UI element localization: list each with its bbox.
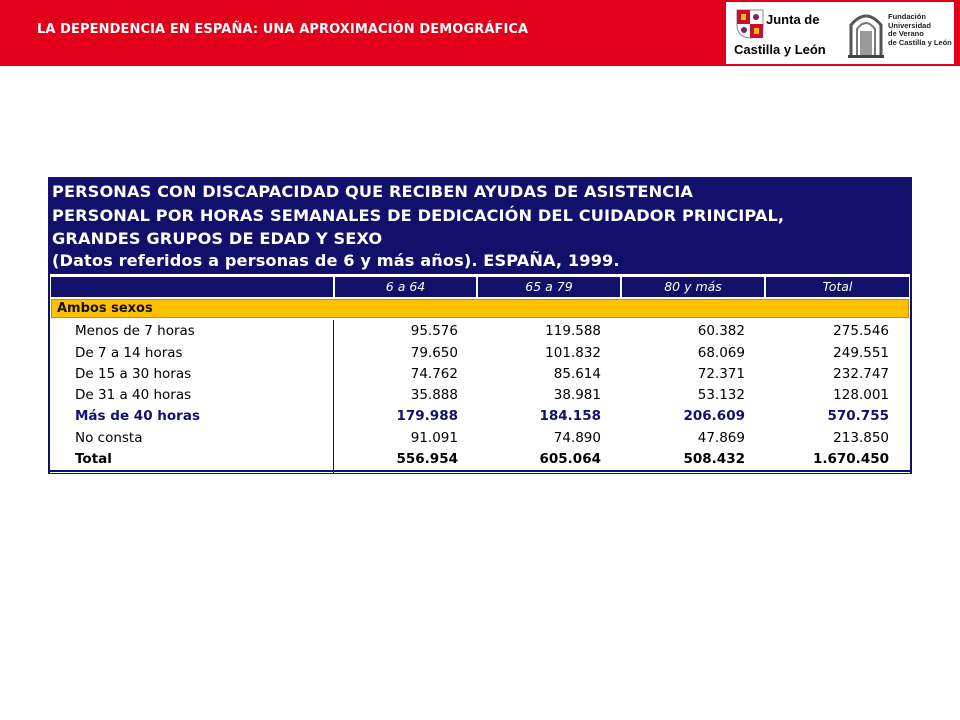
row-label: De 15 a 30 horas: [75, 366, 192, 382]
cell-value: 72.371: [697, 366, 745, 382]
junta-castilla-leon-logo: [732, 5, 828, 61]
table-row-highlight: [48, 406, 912, 427]
cell-value: 95.576: [410, 323, 458, 339]
cell-value: 74.762: [410, 366, 458, 382]
table-border-right: [910, 274, 912, 474]
cell-value: 249.551: [833, 345, 889, 361]
column-divider: [333, 320, 334, 474]
cell-value: 101.832: [545, 345, 601, 361]
cell-value: 605.064: [539, 451, 601, 467]
table-row-total: [48, 449, 912, 470]
row-label: Más de 40 horas: [75, 408, 200, 424]
fundacion-logo: [844, 5, 952, 61]
cell-value: 74.890: [553, 430, 601, 446]
cell-value: 91.091: [410, 430, 458, 446]
column-header: 65 a 79: [478, 277, 620, 297]
cell-value: 128.001: [833, 387, 889, 403]
row-label: De 7 a 14 horas: [75, 345, 183, 361]
cell-value: 206.609: [683, 408, 745, 424]
section-label: Ambos sexos: [57, 301, 153, 316]
header-band: [0, 0, 960, 66]
cell-value: 60.382: [697, 323, 745, 339]
table-row: [48, 343, 912, 364]
cell-value: 47.869: [697, 430, 745, 446]
table-title-line: PERSONAS CON DISCAPACIDAD QUE RECIBEN AYUDAS DE ASISTENCIA: [52, 182, 693, 201]
table-title-box: [48, 177, 912, 274]
fundacion-line: de Verano: [888, 29, 924, 38]
cell-value: 53.132: [697, 387, 745, 403]
cell-value: 179.988: [396, 408, 458, 424]
row-label: De 31 a 40 horas: [75, 387, 192, 403]
table-title-line: PERSONAL POR HORAS SEMANALES DE DEDICACIÓN DEL CUIDADOR PRINCIPAL,: [52, 206, 785, 225]
cell-value: 79.650: [410, 345, 458, 361]
logo-text-line1: Junta de: [766, 12, 820, 27]
table-title-subtitle: (Datos referidos a personas de 6 y más años). ESPAÑA, 1999.: [52, 251, 620, 270]
section-row-ambos-sexos: [51, 299, 909, 318]
cell-value: 213.850: [833, 430, 889, 446]
table-border-bottom: [48, 470, 912, 472]
table-row: [48, 321, 912, 342]
fundacion-line: de Castilla y León: [888, 37, 952, 47]
table-title-line: GRANDES GRUPOS DE EDAD Y SEXO: [52, 229, 383, 248]
cell-value: 35.888: [410, 387, 458, 403]
table-row: [48, 428, 912, 449]
row-label: No consta: [75, 430, 143, 446]
logos-panel: [726, 2, 954, 64]
data-table: [48, 177, 912, 475]
cell-value: 184.158: [539, 408, 601, 424]
table-border-left: [48, 274, 50, 474]
fundacion-line: Fundación: [888, 12, 926, 21]
cell-value: 85.614: [553, 366, 601, 382]
table-border-bottom-double: [48, 473, 912, 474]
cell-value: 232.747: [833, 366, 889, 382]
row-label: Total: [75, 451, 112, 467]
column-header: 6 a 64: [335, 277, 476, 297]
cell-value: 1.670.450: [812, 451, 889, 467]
table-row: [48, 385, 912, 406]
table-row: [48, 364, 912, 385]
presentation-title: LA DEPENDENCIA EN ESPAÑA: UNA APROXIMACIÓN DEMOGRÁFICA: [37, 22, 529, 37]
cell-value: 68.069: [697, 345, 745, 361]
column-header: 80 y más: [622, 277, 764, 297]
cell-value: 38.981: [553, 387, 601, 403]
column-header: Total: [766, 277, 909, 297]
cell-value: 508.432: [683, 451, 745, 467]
cell-value: 119.588: [545, 323, 601, 339]
logo-text-line2: Castilla y León: [734, 42, 826, 57]
arch-emblem-icon: [848, 7, 884, 59]
header-cell-empty: [51, 277, 333, 297]
shield-icon: [736, 9, 764, 39]
row-label: Menos de 7 horas: [75, 323, 195, 339]
fundacion-line: Universidad: [888, 20, 931, 30]
cell-value: 556.954: [396, 451, 458, 467]
cell-value: 570.755: [827, 408, 889, 424]
cell-value: 275.546: [833, 323, 889, 339]
fundacion-text: [888, 13, 954, 47]
